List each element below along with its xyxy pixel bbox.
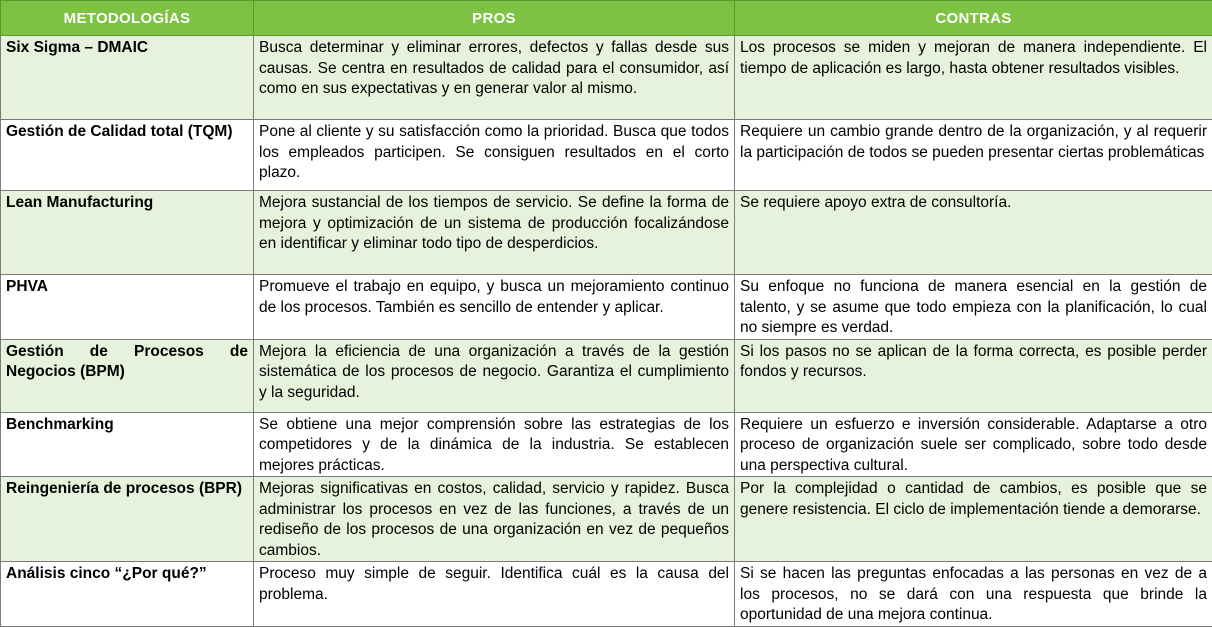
table-row [1, 120, 1212, 191]
table-row [1, 562, 1212, 627]
table-row [1, 477, 1212, 562]
method-cell: Six Sigma – DMAIC [1, 36, 254, 120]
method-cell: Reingeniería de procesos (BPR) [1, 477, 254, 562]
method-cell: Lean Manufacturing [1, 191, 254, 275]
header-pros: PROS [254, 1, 735, 36]
pros-cell: Busca determinar y eliminar errores, defectos y fallas desde sus causas. Se centra en resultados de calidad para el consumidor, así como en sus expectativas y en generar valor al mismo. [254, 36, 735, 120]
cons-cell: Requiere un cambio grande dentro de la organización, y al requerir la participación de todos se pueden presentar ciertas problemáticas [735, 120, 1212, 191]
table-row [1, 191, 1212, 275]
method-cell: PHVA [1, 275, 254, 340]
cons-cell: Se requiere apoyo extra de consultoría. [735, 191, 1212, 275]
table-row [1, 412, 1212, 477]
table-row [1, 339, 1212, 412]
pros-cell: Se obtiene una mejor comprensión sobre las estrategias de los competidores y de la dinámica de la industria. Se establecen mejores prácticas. [254, 412, 735, 477]
method-cell: Gestión de Procesos de Negocios (BPM) [1, 339, 254, 412]
pros-cell: Mejora la eficiencia de una organización a través de la gestión sistemática de los procesos de negocio. Garantiza el cumplimiento y la seguridad. [254, 339, 735, 412]
cons-cell: Por la complejidad o cantidad de cambios, es posible que se genere resistencia. El ciclo de implementación tiende a demorarse. [735, 477, 1212, 562]
table-row [1, 36, 1212, 120]
cons-cell: Los procesos se miden y mejoran de manera independiente. El tiempo de aplicación es largo, hasta obtener resultados visibles. [735, 36, 1212, 120]
header-cons: CONTRAS [735, 1, 1212, 36]
header-methodology: METODOLOGÍAS [1, 1, 254, 36]
cons-cell: Requiere un esfuerzo e inversión considerable. Adaptarse a otro proceso de organización suele ser complicado, sobre todo desde una perspectiva cultural. [735, 412, 1212, 477]
header-row [1, 1, 1212, 36]
pros-cell: Mejora sustancial de los tiempos de servicio. Se define la forma de mejora y optimización de un sistema de producción focalizándose en identificar y eliminar todo tipo de desperdicios. [254, 191, 735, 275]
method-cell: Gestión de Calidad total (TQM) [1, 120, 254, 191]
pros-cell: Promueve el trabajo en equipo, y busca un mejoramiento continuo de los procesos. También es sencillo de entender y aplicar. [254, 275, 735, 340]
method-cell: Análisis cinco “¿Por qué?” [1, 562, 254, 627]
cons-cell: Si los pasos no se aplican de la forma correcta, es posible perder fondos y recursos. [735, 339, 1212, 412]
pros-cell: Mejoras significativas en costos, calidad, servicio y rapidez. Busca administrar los procesos en vez de las funciones, a través de un rediseño de los procesos de una organización en vez de pequeños cambios. [254, 477, 735, 562]
table-row [1, 275, 1212, 340]
cons-cell: Su enfoque no funciona de manera esencial en la gestión de talento, y se asume que todo empieza con la planificación, lo cual no siempre es verdad. [735, 275, 1212, 340]
method-cell: Benchmarking [1, 412, 254, 477]
pros-cell: Proceso muy simple de seguir. Identifica cuál es la causa del problema. [254, 562, 735, 627]
pros-cell: Pone al cliente y su satisfacción como la prioridad. Busca que todos los empleados participen. Se consiguen resultados en el corto plazo. [254, 120, 735, 191]
cons-cell: Si se hacen las preguntas enfocadas a las personas en vez de a los procesos, no se dará con una respuesta que brinde la oportunidad de una mejora continua. [735, 562, 1212, 627]
